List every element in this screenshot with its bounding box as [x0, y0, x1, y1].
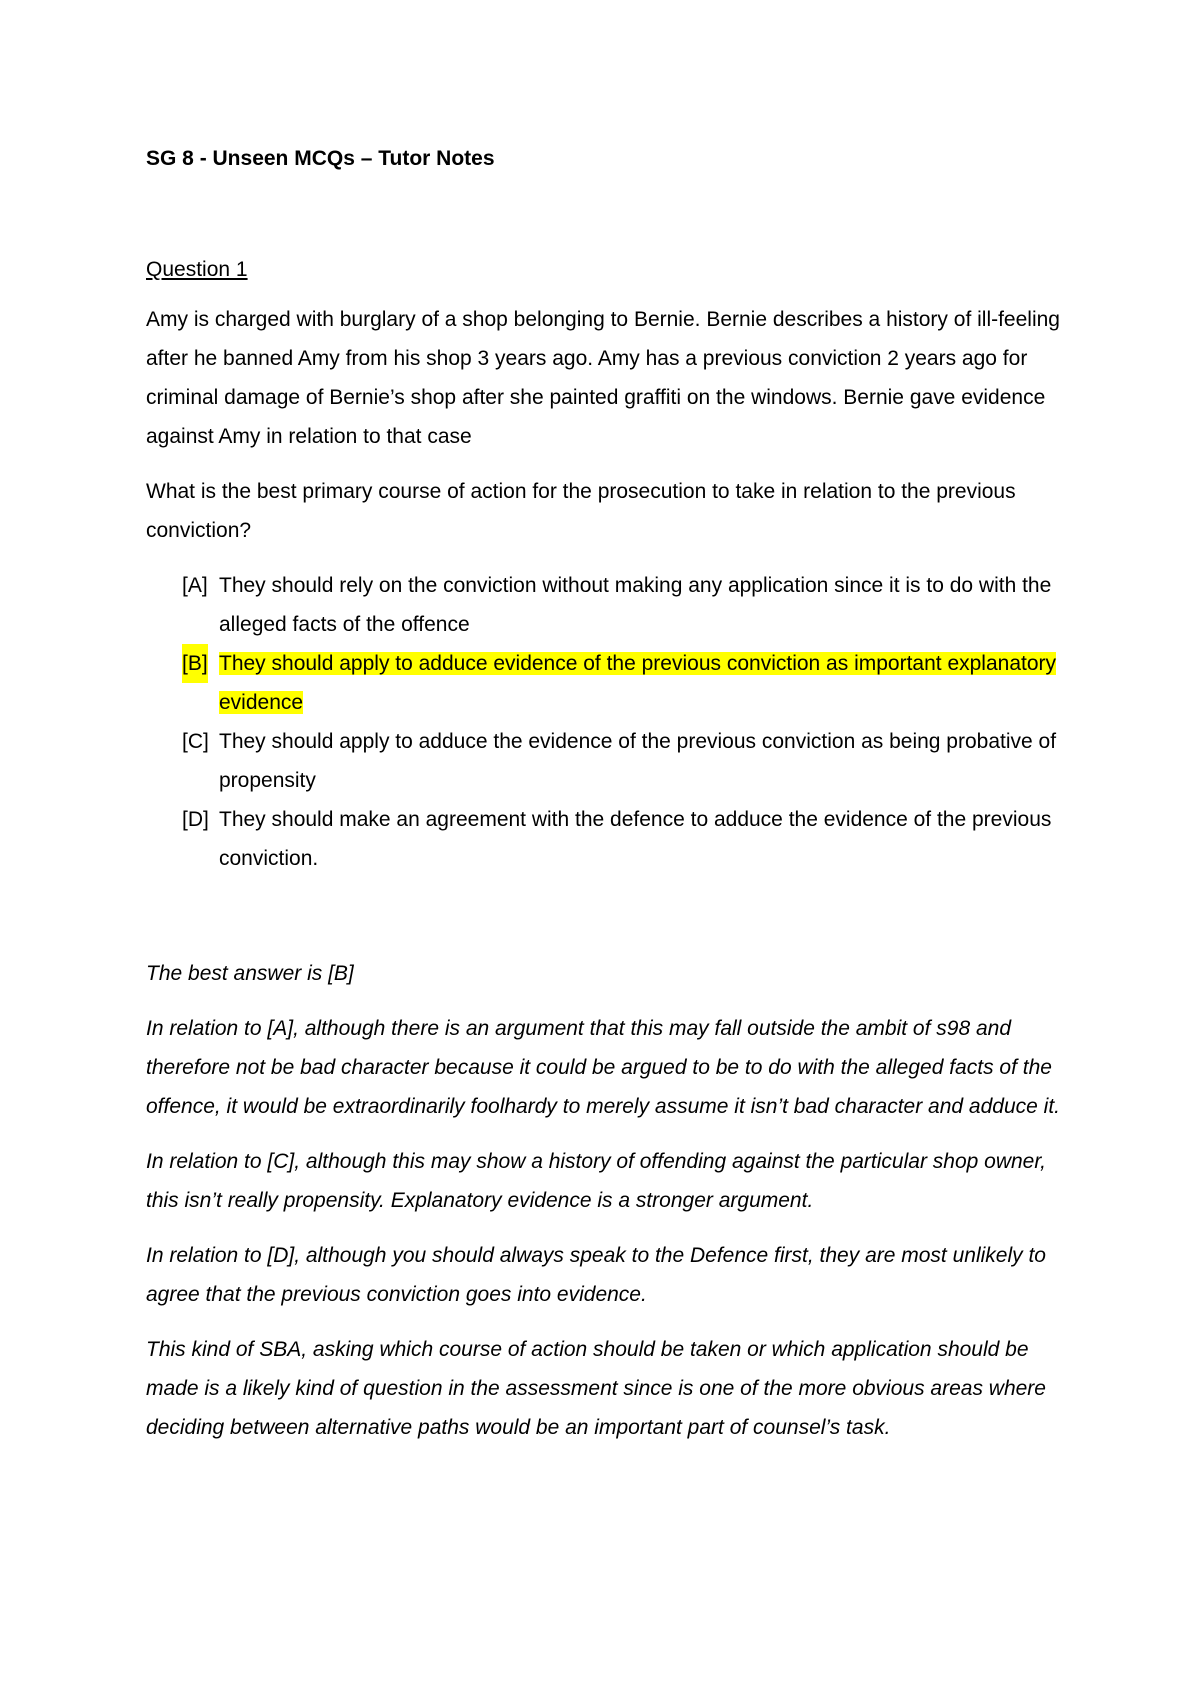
option-letter: [D] [182, 808, 209, 831]
option-text: They should rely on the conviction without making any application since it is to do with the alleged facts of the offence [219, 574, 1052, 636]
document-body [146, 147, 1066, 1463]
document-title: SG 8 - Unseen MCQs – Tutor Notes [146, 147, 495, 170]
answer-options [182, 566, 1066, 878]
option-letter: [C] [182, 730, 209, 753]
option-letter: [A] [182, 574, 208, 597]
tutor-answer-notes [146, 954, 1066, 1447]
question-heading: Question 1 [146, 258, 248, 281]
note-option-c: In relation to [C], although this may show a history of offending against the particular shop owner, this isn’t really propensity. Explanatory evidence is a stronger argument. [146, 1150, 1047, 1212]
option-c [182, 722, 1066, 800]
best-answer: The best answer is [B] [146, 962, 354, 985]
option-b [182, 644, 1066, 722]
note-sba-guidance: This kind of SBA, asking which course of action should be taken or which application should be made is a likely kind of question in the assessment since is one of the more obvious areas where deciding between alternative paths would be an important part of counsel’s task. [146, 1338, 1046, 1439]
note-option-a: In relation to [A], although there is an argument that this may fall outside the ambit of s98 and therefore not be bad character because it could be argued to be to do with the alleged facts of the offence, it would be extraordinarily foolhardy to merely assume it isn’t bad character and adduce it. [146, 1017, 1060, 1118]
option-text-highlighted: They should apply to adduce evidence of the previous conviction as important explanatory evidence [219, 652, 1057, 714]
option-d [182, 800, 1066, 878]
question-scenario: Amy is charged with burglary of a shop belonging to Bernie. Bernie describes a history of ill-feeling after he banned Amy from his shop 3 years ago. Amy has a previous conviction 2 years ago for criminal damage of Bernie’s shop after she painted graffiti on the windows. Bernie gave evidence against Amy in relation to that case [146, 308, 1060, 448]
option-text: They should apply to adduce the evidence of the previous conviction as being probative of propensity [219, 730, 1057, 792]
option-text: They should make an agreement with the defence to adduce the evidence of the previous conviction. [219, 808, 1052, 870]
option-letter: [B] [182, 644, 208, 683]
option-a [182, 566, 1066, 644]
note-option-d: In relation to [D], although you should always speak to the Defence first, they are most unlikely to agree that the previous conviction goes into evidence. [146, 1244, 1046, 1306]
question-prompt: What is the best primary course of action for the prosecution to take in relation to the previous conviction? [146, 480, 1016, 542]
